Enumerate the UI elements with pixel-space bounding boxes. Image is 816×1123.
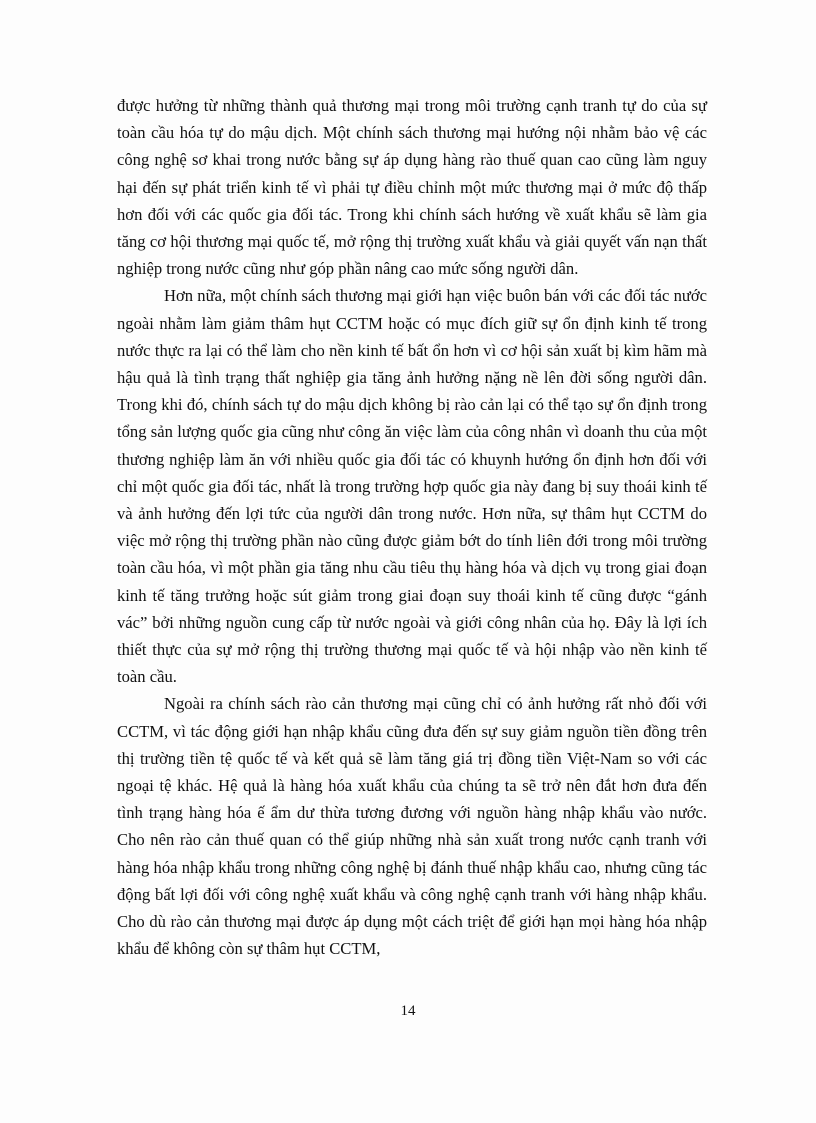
paragraph-continued: được hưởng từ những thành quả thương mại trong môi trường cạnh tranh tự do của sự toàn cầu hóa tự do mậu dịch. Một chính sách thương mại hướng nội nhằm bảo vệ các công nghệ sơ khai trong nước bằng sự áp dụng hàng rào thuế quan cao cũng làm nguy hại đến sự phát triển kinh tế vì phải tự điều chỉnh một mức thương mại ở mức độ thấp hơn đối với các quốc gia đối tác. Trong khi chính sách hướng về xuất khẩu sẽ làm gia tăng cơ hội thương mại quốc tế, mở rộng thị trường xuất khẩu và giải quyết vấn nạn thất nghiệp trong nước cũng như góp phần nâng cao mức sống người dân. — [117, 96, 707, 279]
paragraph: Hơn nữa, một chính sách thương mại giới hạn việc buôn bán với các đối tác nước ngoài nhằm làm giảm thâm hụt CCTM hoặc có mục đích giữ sự ổn định kinh tế trong nước thực ra lại có thể làm cho nền kinh tế bất ổn hơn vì cơ hội sản xuất bị kìm hãm mà hậu quả là tình trạng thất nghiệp gia tăng ảnh hưởng nặng nề lên đời sống người dân. Trong khi đó, chính sách tự do mậu dịch không bị rào cản lại có thể tạo sự ổn định trong tổng sản lượng quốc gia cũng như công ăn việc làm của công nhân vì doanh thu của một thương nghiệp làm ăn với nhiều quốc gia đối tác có khuynh hướng ổn định hơn đối với chỉ một quốc gia đối tác, nhất là trong trường hợp quốc gia này đang bị suy thoái kinh tế và ảnh hưởng đến lợi tức của người dân trong nước. Hơn nữa, sự thâm hụt CCTM do việc mở rộng thị trường phần nào cũng được giảm bớt do tính liên đới trong môi trường toàn cầu hóa, vì một phần gia tăng nhu cầu tiêu thụ hàng hóa và dịch vụ trong giai đoạn kinh tế tăng trưởng hoặc sút giảm trong giai đoạn suy thoái kinh tế cũng được “gánh vác” bởi những nguồn cung cấp từ nước ngoài và giới công nhân của họ. Đây là lợi ích thiết thực của sự mở rộng thị trường thương mại quốc tế và hội nhập vào nền kinh tế toàn cầu. — [117, 286, 707, 687]
page-number: 14 — [400, 1003, 416, 1019]
paragraph: Ngoài ra chính sách rào cản thương mại cũng chỉ có ảnh hưởng rất nhỏ đối với CCTM, vì tác động giới hạn nhập khẩu cũng đưa đến sự suy giảm nguồn tiền đồng trên thị trường tiền tệ quốc tế và kết quả sẽ làm tăng giá trị đồng tiền Việt-Nam so với các ngoại tệ khác. Hệ quả là hàng hóa xuất khẩu của chúng ta sẽ trở nên đắt hơn đưa đến tình trạng hàng hóa ế ẩm dư thừa tương đương với nguồn hàng nhập khẩu vào nước. Cho nên rào cản thuế quan có thể giúp những nhà sản xuất trong nước cạnh tranh với hàng hóa nhập khẩu trong những công nghệ bị đánh thuế nhập khẩu cao, nhưng cũng tác động bất lợi đối với công nghệ xuất khẩu và công nghệ cạnh tranh với hàng nhập khẩu. Cho dù rào cản thương mại được áp dụng một cách triệt để giới hạn mọi hàng hóa nhập khẩu để không còn sự thâm hụt CCTM, — [117, 694, 707, 959]
body-text — [117, 92, 707, 963]
